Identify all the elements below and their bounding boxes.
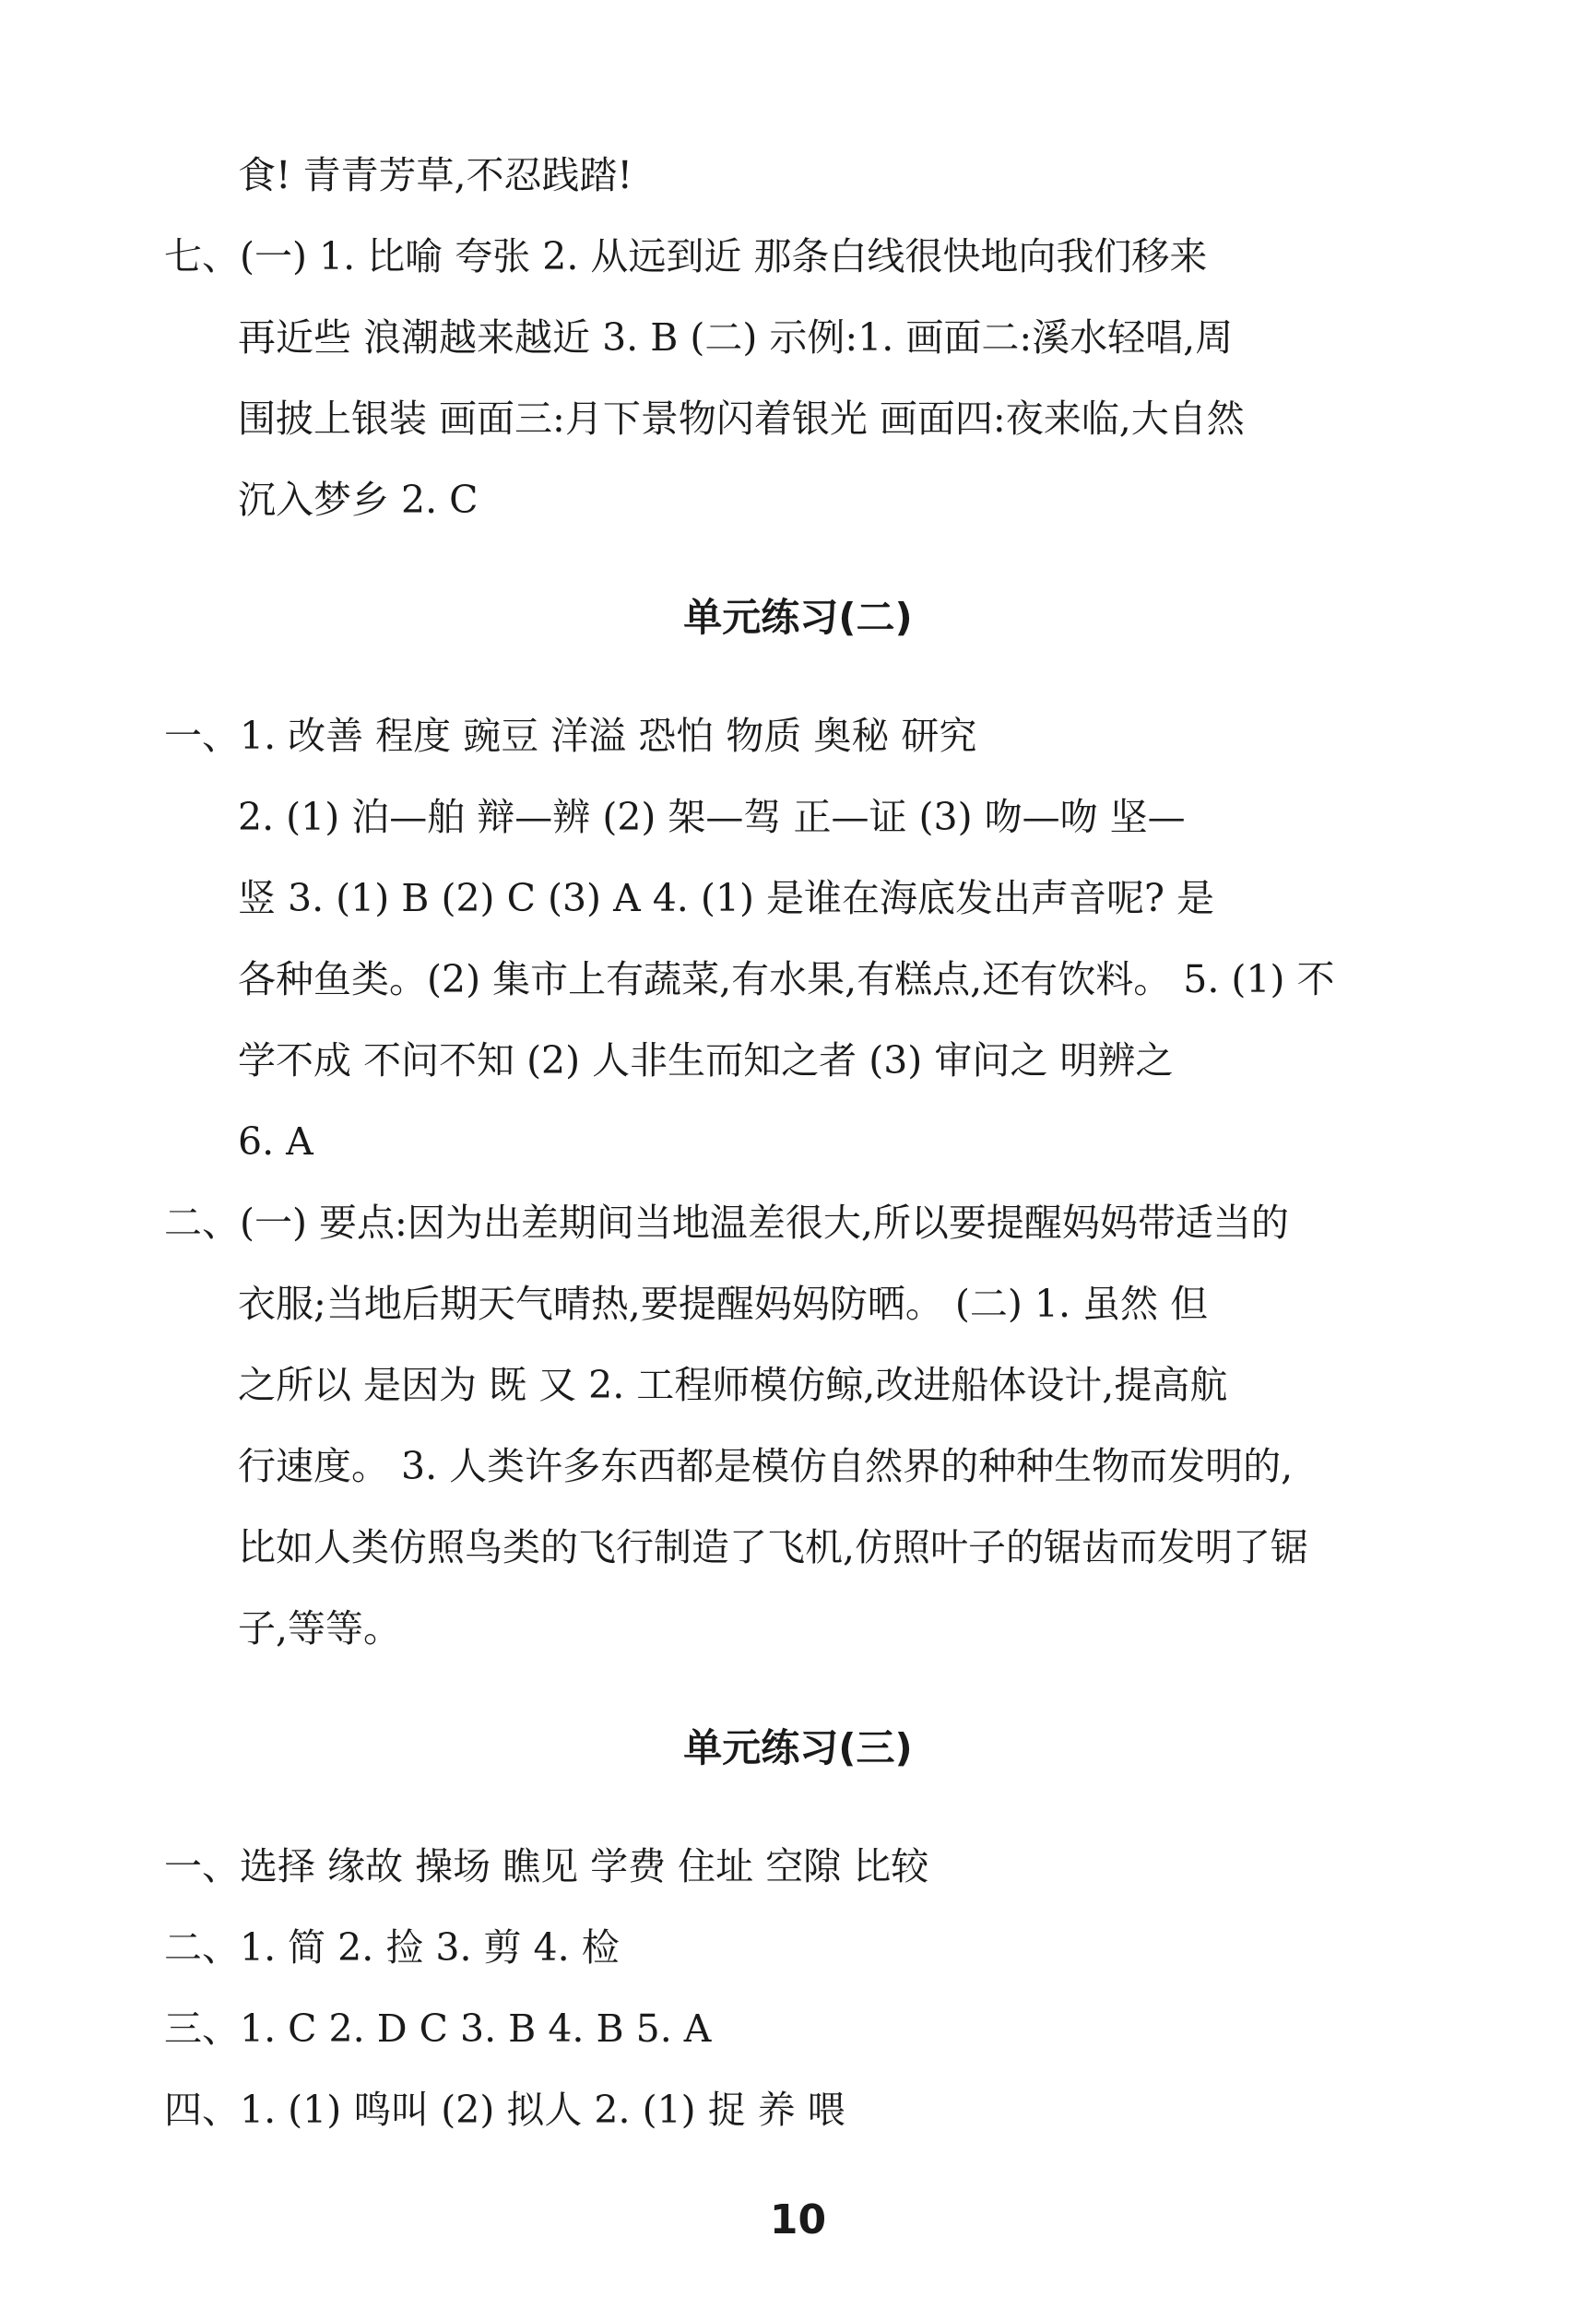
text-line: 二、(一) 要点:因为出差期间当地温差很大,所以要提醒妈妈带适当的 [164,1201,1289,1245]
text-line: 6. A [238,1119,313,1164]
text-line: 之所以 是因为 既 又 2. 工程师模仿鲸,改进船体设计,提高航 [238,1363,1228,1407]
text-line: 竖 3. (1) B (2) C (3) A 4. (1) 是谁在海底发出声音呢? 是 [238,876,1214,920]
text-line: 各种鱼类。(2) 集市上有蔬菜,有水果,有糕点,还有饮料。 5. (1) 不 [238,957,1335,1001]
text-line: 三、1. C 2. D C 3. B 4. B 5. A [164,2006,712,2051]
text-line: 一、1. 改善 程度 豌豆 洋溢 恐怕 物质 奥秘 研究 [164,714,977,758]
text-line: 沉入梦乡 2. C [238,478,479,522]
text-line: 一、选择 缘故 操场 瞧见 学费 住址 空隙 比较 [164,1844,929,1888]
text-line: 四、1. (1) 鸣叫 (2) 拟人 2. (1) 捉 养 喂 [164,2088,845,2132]
text-line: 比如人类仿照鸟类的飞行制造了飞机,仿照叶子的锯齿而发明了锯 [238,1525,1309,1569]
text-line: 学不成 不问不知 (2) 人非生而知之者 (3) 审问之 明辨之 [238,1038,1174,1083]
text-line: 再近些 浪潮越来越近 3. B (二) 示例:1. 画面二:溪水轻唱,周 [238,315,1234,360]
section-heading: 单元练习(三) [683,1725,913,1770]
section-heading: 单元练习(二) [683,595,913,640]
page-number: 10 [769,2196,827,2243]
text-line: 七、(一) 1. 比喻 夸张 2. 从远到近 那条白线很快地向我们移来 [164,234,1208,278]
text-line: 2. (1) 泊—舶 辩—辨 (2) 架—驾 正—证 (3) 吻—吻 坚— [238,795,1186,839]
text-line: 围披上银装 画面三:月下景物闪着银光 画面四:夜来临,大自然 [238,397,1245,441]
text-line: 食! 青青芳草,不忍践踏! [238,153,633,197]
text-line: 行速度。 3. 人类许多东西都是模仿自然界的种种生物而发明的, [238,1444,1294,1488]
text-line: 子,等等。 [238,1606,402,1651]
text-line: 衣服;当地后期天气晴热,要提醒妈妈防晒。 (二) 1. 虽然 但 [238,1282,1209,1326]
text-line: 二、1. 简 2. 捡 3. 剪 4. 检 [164,1925,620,1970]
